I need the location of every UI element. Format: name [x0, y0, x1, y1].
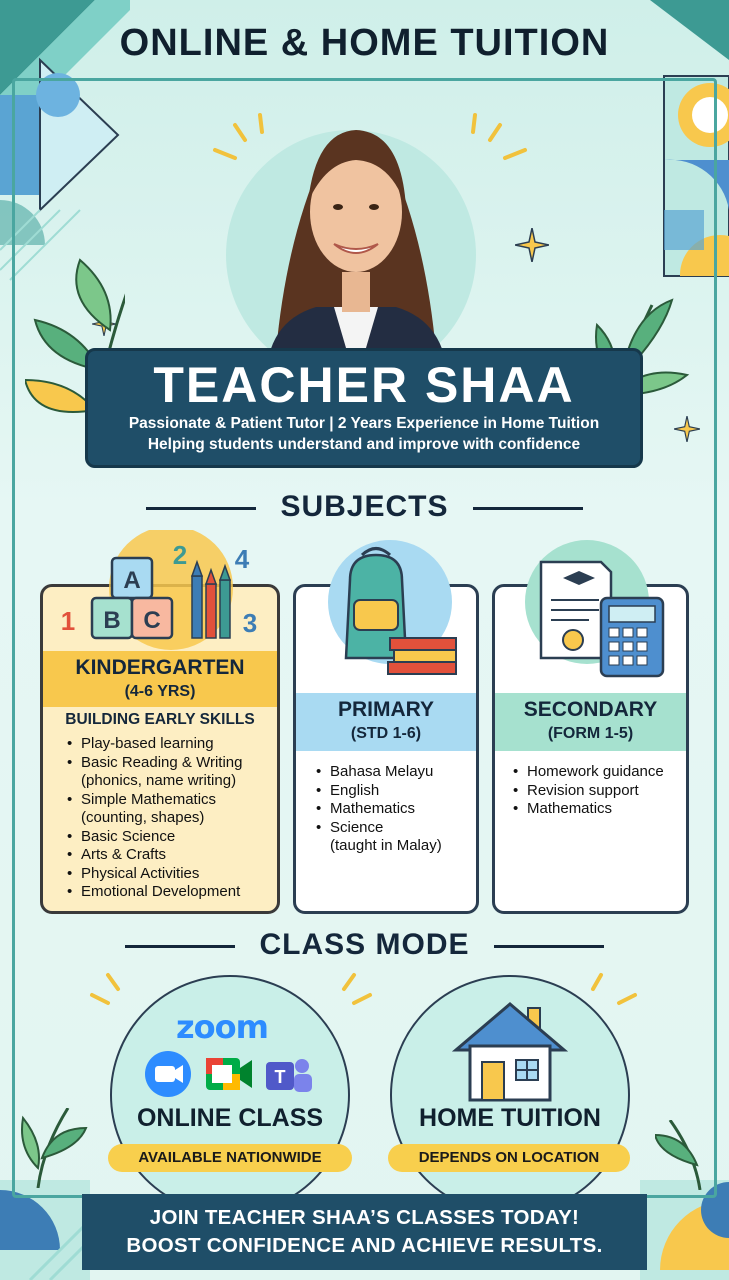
secondary-title: SECONDARY — [523, 698, 658, 721]
page-title: ONLINE & HOME TUITION — [119, 22, 610, 64]
divider — [146, 507, 256, 510]
number-glyph: 2 — [172, 540, 188, 570]
rays-icon — [575, 965, 645, 1015]
home-location-badge: DEPENDS ON LOCATION — [388, 1144, 630, 1172]
crayons-icon — [192, 562, 230, 638]
subjects-heading — [0, 490, 729, 524]
number-glyph: 4 — [234, 544, 250, 574]
secondary-list — [511, 763, 689, 819]
class-mode-heading-text: CLASS MODE — [259, 928, 470, 961]
zoom-icon — [145, 1051, 191, 1097]
footer-line-2: BOOST CONFIDENCE AND ACHIEVE RESULTS. — [126, 1234, 603, 1257]
primary-header — [296, 693, 476, 751]
list-item: • Science (taught in Malay) — [314, 819, 479, 856]
divider — [473, 507, 583, 510]
list-item: • Homework guidance — [511, 763, 689, 782]
kindergarten-list — [65, 735, 280, 902]
rays-icon — [205, 110, 535, 170]
class-mode-heading — [0, 928, 729, 962]
block-letter: A — [123, 567, 141, 594]
list-item-note: (taught in Malay) — [330, 837, 442, 854]
primary-list — [314, 763, 479, 856]
house-icon — [452, 1000, 568, 1104]
list-item: • Physical Activities — [65, 865, 280, 884]
leaf-icon — [18, 1108, 88, 1188]
tagline-2: Helping students understand and improve with confidence — [147, 436, 581, 453]
list-item: • Bahasa Melayu — [314, 763, 479, 782]
list-item: • Emotional Development — [65, 883, 280, 902]
primary-title: PRIMARY — [337, 698, 435, 721]
block-letter: C — [143, 607, 161, 634]
footer-line-1: JOIN TEACHER SHAA’S CLASSES TODAY! — [149, 1206, 580, 1229]
svg-text:T: T — [274, 1067, 286, 1087]
abc-blocks-icon — [56, 530, 266, 650]
list-item: • Play-based learning — [65, 735, 280, 754]
secondary-header — [495, 693, 686, 751]
backpack-icon — [310, 540, 470, 680]
primary-level: (STD 1-6) — [350, 725, 422, 742]
home-tuition-title: HOME TUITION — [419, 1104, 601, 1132]
footer-banner — [82, 1194, 647, 1270]
list-item: • Simple Mathematics (counting, shapes) — [65, 791, 280, 828]
number-glyph: 3 — [242, 608, 258, 638]
secondary-level: (FORM 1-5) — [547, 725, 634, 742]
kindergarten-title: KINDERGARTEN — [75, 656, 245, 679]
divider — [125, 945, 235, 948]
name-banner — [85, 348, 643, 468]
list-item: • Mathematics — [511, 800, 689, 819]
leaf-icon — [655, 1120, 715, 1190]
calculator-icon — [601, 598, 663, 676]
list-item-note: (phonics, name writing) — [81, 772, 237, 789]
kindergarten-focus: BUILDING EARLY SKILLS — [65, 711, 255, 728]
teams-icon — [266, 1059, 312, 1092]
kindergarten-age: (4-6 YRS) — [124, 683, 196, 700]
zoom-logo: zoom — [176, 1008, 268, 1046]
number-glyph: 1 — [60, 606, 76, 636]
list-item: • Arts & Crafts — [65, 846, 280, 865]
tagline-1: Passionate & Patient Tutor | 2 Years Experience in Home Tuition — [128, 415, 600, 432]
google-meet-icon — [206, 1058, 252, 1090]
divider — [494, 945, 604, 948]
list-item: • Revision support — [511, 782, 689, 801]
list-item: • Basic Reading & Writing (phonics, name writing) — [65, 754, 280, 791]
list-item: • Basic Science — [65, 828, 280, 847]
meeting-apps-icons — [140, 1048, 320, 1100]
teacher-name: TEACHER SHAA — [153, 357, 575, 413]
certificate-icon — [515, 540, 675, 680]
list-item-note: (counting, shapes) — [81, 809, 205, 826]
list-item: • Mathematics — [314, 800, 479, 819]
block-letter: B — [103, 607, 121, 634]
online-availability-badge: AVAILABLE NATIONWIDE — [108, 1144, 352, 1172]
kindergarten-header — [43, 651, 277, 707]
books-icon — [388, 638, 456, 674]
online-class-title: ONLINE CLASS — [136, 1104, 324, 1132]
list-item: • English — [314, 782, 479, 801]
sparkle-icon — [515, 228, 549, 262]
rays-icon — [86, 965, 376, 1015]
subjects-heading-text: SUBJECTS — [280, 490, 449, 523]
